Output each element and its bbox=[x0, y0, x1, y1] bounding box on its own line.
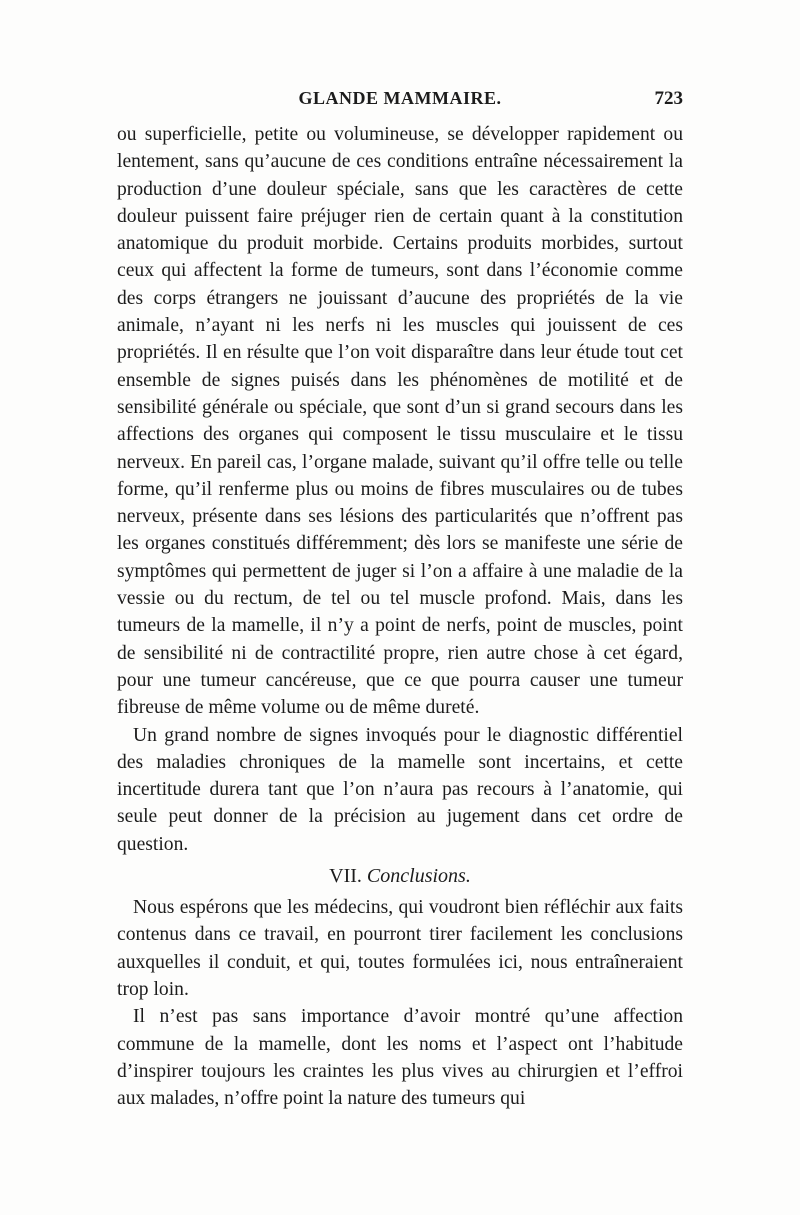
paragraph: ou superficielle, petite ou volumineuse, se développer rapidement ou lentement, sans qu’aucune de ces conditions entraîne nécessairement la production d’une douleur spéciale, sans que les caractères de cette douleur puissent faire préjuger rien de certain quant à la constitution anatomique du produit morbide. Certains produits morbides, surtout ceux qui affectent la forme de tumeurs, sont dans l’économie comme des corps étrangers ne jouissant d’aucune des propriétés de la vie animale, n’ayant ni les nerfs ni les muscles qui jouissent de ces propriétés. Il en résulte que l’on voit disparaître dans leur étude tout cet ensemble de signes puisés dans les phénomènes de motilité et de sensibilité générale ou spéciale, que sont d’un si grand secours dans les affections des organes qui composent le tissu musculaire et le tissu nerveux. En pareil cas, l’organe malade, suivant qu’il offre telle ou telle forme, qu’il renferme plus ou moins de fibres musculaires ou de tubes nerveux, présente dans ses lésions des particularités que n’offrent pas les organes constitués différemment; dès lors se manifeste une série de symptômes qui permettent de juger si l’on a affaire à une maladie de la vessie ou du rectum, de tel ou tel muscle profond. Mais, dans les tumeurs de la mamelle, il n’y a point de nerfs, point de muscles, point de sensibilité ni de contractilité propre, rien autre chose à cet égard, pour une tumeur cancéreuse, que ce que pourra causer une tumeur fibreuse de même volume ou de même dureté. bbox=[117, 124, 683, 719]
paragraph: Il n’est pas sans importance d’avoir montré qu’une affection commune de la mamelle, dont les noms et l’aspect ont l’habitude d’inspirer toujours les craintes les plus vives au chirurgien et l’effroi aux malades, n’offre point la nature des tumeurs qui bbox=[117, 1006, 683, 1110]
body-text bbox=[117, 121, 683, 1112]
section-title: Conclusions. bbox=[366, 865, 471, 888]
running-title: GLANDE MAMMAIRE. bbox=[298, 88, 502, 108]
page-number: 723 bbox=[654, 88, 683, 109]
paragraph: Nous espérons que les médecins, qui voudront bien réfléchir aux faits contenus dans ce travail, en pourront tirer facilement les conclusions auxquelles il conduit, et qui, toutes formulées ici, nous entraîneraient trop loin. bbox=[117, 897, 683, 1000]
running-head bbox=[117, 88, 683, 116]
section-number: VII. bbox=[329, 865, 362, 888]
paragraph: Un grand nombre de signes invoqués pour le diagnostic différentiel des maladies chroniques de la mamelle sont incertains, et cette incertitude durera tant que l’on n’aura pas recours à l’anatomie, qui seule peut donner de la précision au jugement dans cet ordre de question. bbox=[117, 724, 683, 855]
section-heading bbox=[117, 860, 683, 892]
